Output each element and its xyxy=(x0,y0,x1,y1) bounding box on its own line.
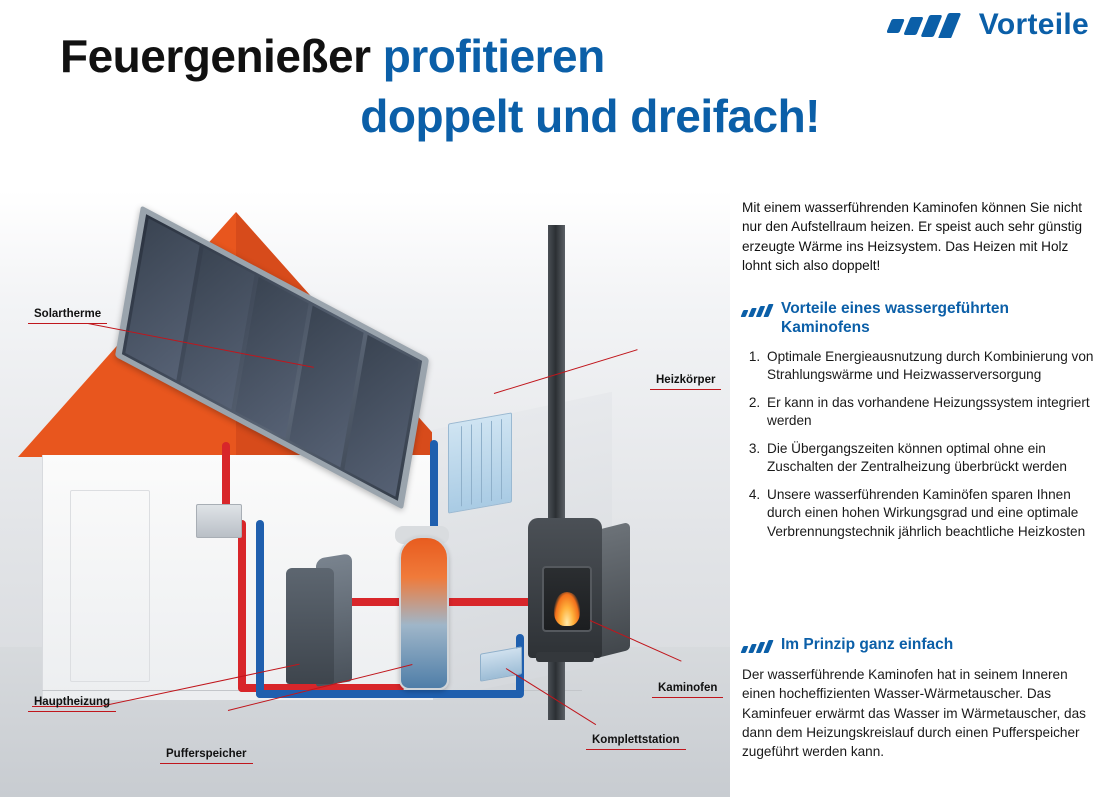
list-item: 2. Er kann in das vorhandene Heizungssystem integriert werden xyxy=(764,394,1100,431)
list-item: 3. Die Übergangszeiten können optimal ohne ein Zuschalten der Zentralheizung überbrückt werden xyxy=(764,440,1100,477)
principle-title: Im Prinzip ganz einfach xyxy=(781,636,954,653)
interior-door xyxy=(70,490,150,682)
headline-line1-blue: profitieren xyxy=(382,30,605,82)
list-item: 4. Unsere wasserführenden Kaminöfen sparen Ihnen durch einen hohen Wirkungsgrad und eine optimale Verbrennungstechnik jährlich beachtliche Heizkosten xyxy=(764,486,1100,541)
headline-line1-dark: Feuergenießer xyxy=(60,30,383,82)
label-pufferspeicher: Pufferspeicher xyxy=(160,746,253,764)
benefits-section xyxy=(742,300,1100,550)
benefits-list xyxy=(742,348,1100,541)
main-heating-unit xyxy=(286,568,334,684)
list-item: 1. Optimale Energieausnutzung durch Kombinierung von Strahlungswärme und Heizwasserversorgung xyxy=(764,348,1100,385)
stove-window xyxy=(542,566,592,632)
principle-text: Der wasserführende Kaminofen hat in seinem Inneren einen hocheffizienten Wasser-Wärmetauscher. Das Kaminfeuer erwärmt das Wasser im Wärmetauscher, das dann dem Heizungskreislauf durch einen Pufferspeicher zugeführt werden kann. xyxy=(742,666,1086,760)
label-heizkoerper: Heizkörper xyxy=(650,372,721,390)
label-komplettstation: Komplettstation xyxy=(586,732,686,750)
stove-base xyxy=(536,652,594,662)
label-solartherme: Solartherme xyxy=(28,306,107,324)
control-box xyxy=(196,504,242,538)
house-diagram xyxy=(0,190,730,797)
benefits-heading xyxy=(742,300,1100,338)
intro-paragraph: Mit einem wasserführenden Kaminofen können Sie nicht nur den Aufstellraum heizen. Er speist auch sehr günstig erzeugte Wärme ins Heizsystem. Das Heizen mit Holz lohnt sich also doppelt! xyxy=(742,200,1083,273)
principle-section xyxy=(742,636,1100,761)
brand-label: Vorteile xyxy=(978,8,1089,41)
benefits-title: Vorteile eines wassergeführten Kaminofens xyxy=(781,300,1009,336)
hot-pipe-roof-riser xyxy=(238,520,246,692)
buffer-tank xyxy=(399,536,449,690)
label-haupttheizung: Hauptheizung xyxy=(28,694,116,712)
swoosh-bullet-icon xyxy=(742,640,772,653)
radiator-unit xyxy=(448,412,512,513)
principle-heading xyxy=(742,636,1100,655)
fire-flame-icon xyxy=(554,592,580,626)
brand-mark xyxy=(887,8,1089,42)
headline-line2: doppelt und dreifach! xyxy=(360,90,820,143)
swoosh-bullet-icon xyxy=(742,304,772,317)
label-kaminofen: Kaminofen xyxy=(652,680,723,698)
swoosh-logo-icon xyxy=(887,12,965,38)
page-title xyxy=(60,32,880,141)
